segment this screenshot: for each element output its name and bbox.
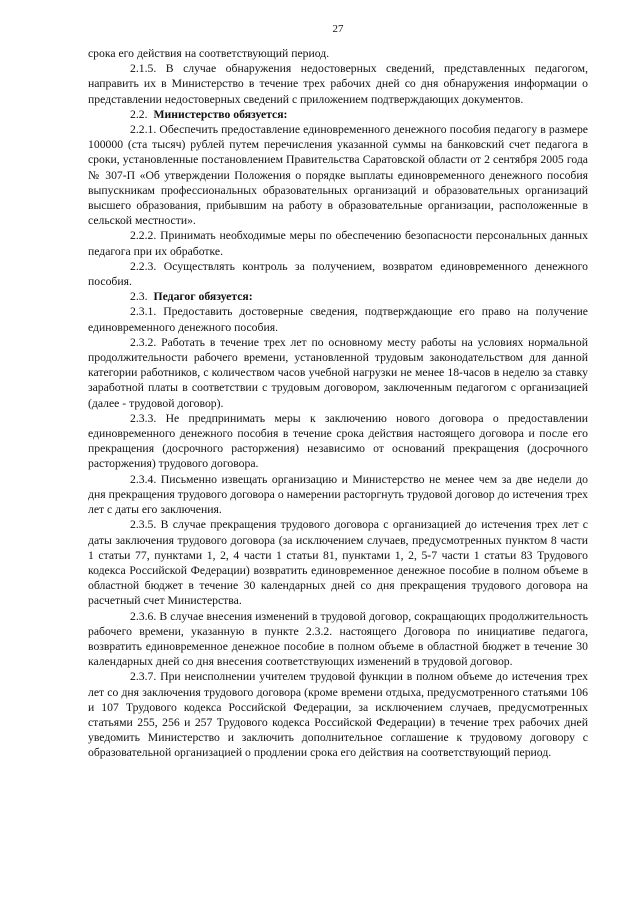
page-number: 27 [332, 23, 344, 35]
paragraph-2-3-5: 2.3.5. В случае прекращения трудового договора с организацией до истечения трех лет с даты заключения трудового договора (за исключением случаев, предусмотренных пунктом 8 части 1 статьи 77, пунктами 1, 2, 4 части 1 статьи 81, пунктами 1, 2, 5-7 части 1 статьи 83 Трудового кодекса Российской Федерации) возвратить единовременное денежное пособие в полном объеме в областной бюджет в течение 30 календарных дней со дня прекращения трудового договора на расчетный счет Министерства. [88, 518, 588, 608]
section-title: Министерство обязуется: [153, 107, 288, 121]
section-number: 2.2. [130, 107, 148, 121]
paragraph-2-3-1: 2.3.1. Предоставить достоверные сведения, подтверждающие его право на получение единовременного денежного пособия. [88, 305, 588, 334]
paragraph-2-2-3: 2.2.3. Осуществлять контроль за получением, возвратом единовременного денежного пособия. [88, 259, 588, 289]
section-title: Педагог обязуется: [153, 290, 253, 304]
section-heading-2-2 [88, 107, 588, 122]
section-heading-2-3 [88, 289, 588, 304]
section-number: 2.3. [130, 290, 148, 304]
paragraph-2-3-2: 2.3.2. Работать в течение трех лет по основному месту работы на условиях нормальной продолжительности рабочего времени, установленной трудовым законодательством для данной категории работников, с количеством часов учебной нагрузки не менее 18-часов в неделю за ставку заработной платы в соответствии с трудовым договором, заключенным педагогом с организацией (далее - трудовой договор). [88, 335, 588, 410]
paragraph-2-3-4: 2.3.4. Письменно извещать организацию и Министерство не менее чем за две недели до дня прекращения трудового договора о намерении расторгнуть трудовой договор до истечения трех лет с даты его заключения. [88, 472, 588, 517]
paragraph-2-2-1: 2.2.1. Обеспечить предоставление единовременного денежного пособия педагогу в размере 100000 (ста тысяч) рублей путем перечисления указанной суммы на банковский счет педагога в сроки, установленные постановлением Правительства Саратовской области от 2 сентября 2005 года № 307-П «Об утверждении Положения о порядке выплаты единовременного денежного пособия выпускникам профессиональных образовательных организаций и образовательных организаций высшего образования, прибывшим на работу в образовательные организации, расположенные в сельской местности». [88, 123, 588, 228]
paragraph-2-3-7: 2.3.7. При неисполнении учителем трудовой функции в полном объеме до истечения трех лет со дня заключения трудового договора (кроме времени отдыха, предусмотренного статьями 106 и 107 Трудового кодекса Российской Федерации, за исключением случаев, предусмотренных статьями 255, 256 и 257 Трудового кодекса Российской Федерации) в течение трех рабочих дней уведомить Министерство и заключить дополнительное соглашение к трудовому договору с образовательной организацией о продлении срока его действия на соответствующий период. [88, 670, 588, 760]
paragraph-continuation: срока его действия на соответствующий период. [88, 47, 330, 60]
paragraph-2-2-2: 2.2.2. Принимать необходимые меры по обеспечению безопасности персональных данных педагога при их обработке. [88, 229, 588, 258]
document-body [88, 46, 588, 761]
paragraph-2-1-5: 2.1.5. В случае обнаружения недостоверных сведений, представленных педагогом, направить их в Министерство в течение трех рабочих дней со дня обнаружения информации о представлении недостоверных сведений с приложением подтверждающих документов. [88, 62, 588, 106]
paragraph-2-3-6: 2.3.6. В случае внесения изменений в трудовой договор, сокращающих продолжительность рабочего времени, указанную в пункте 2.3.2. настоящего Договора по инициативе педагога, возвратить единовременное денежное пособие в полном объеме в областной бюджет в течение 30 календарных дней со дня внесения соответствующих изменений в трудовой договор. [88, 609, 588, 669]
paragraph-2-3-3: 2.3.3. Не предпринимать меры к заключению нового договора о предоставлении единовременного денежного пособия в течение срока действия настоящего договора и после его прекращения (досрочного расторжения) независимо от оснований прекращения (досрочного расторжения) трудового договора. [88, 411, 588, 471]
